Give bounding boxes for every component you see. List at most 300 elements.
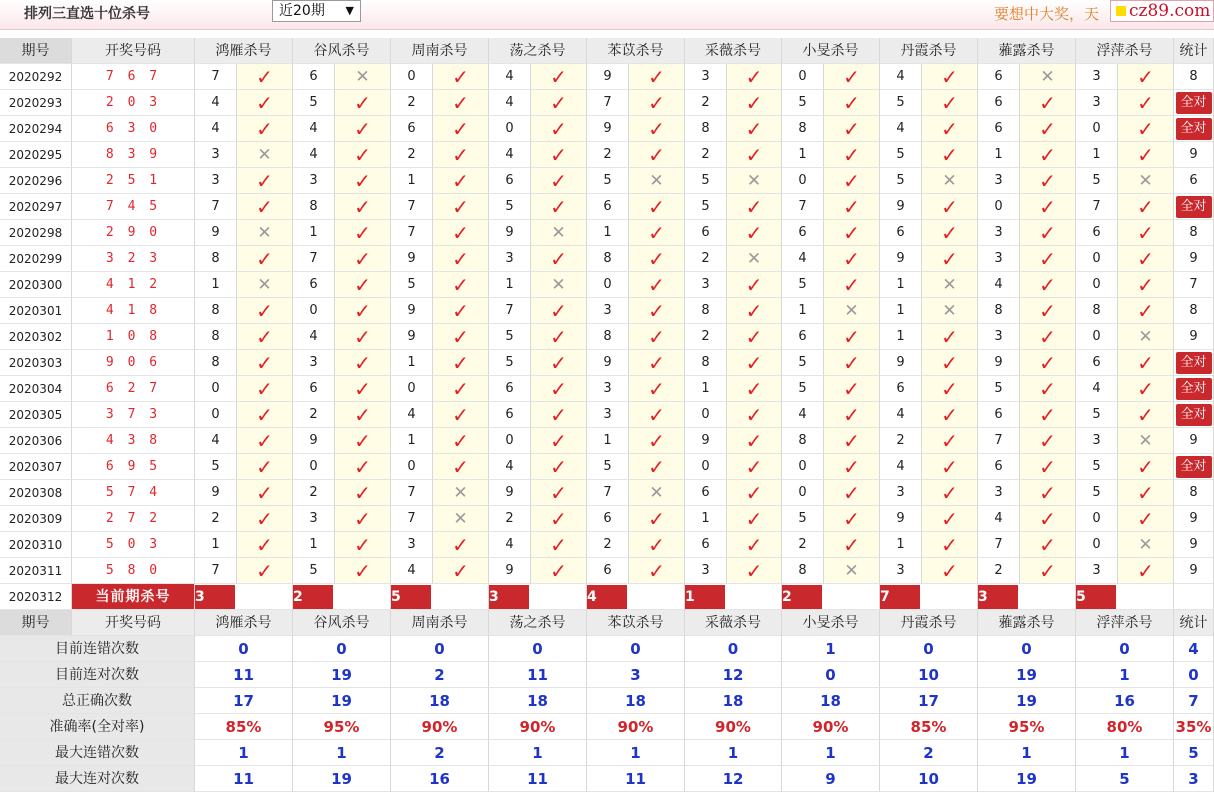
draw-numbers: 1 0 8: [72, 324, 195, 350]
kill-number: 6: [685, 480, 727, 506]
check-icon: ✓: [727, 506, 782, 532]
check-icon: ✓: [727, 90, 782, 116]
kill-number: 9: [391, 246, 433, 272]
check-icon: ✓: [531, 298, 587, 324]
kill-number: 4: [489, 454, 531, 480]
issue-number: 2020296: [0, 168, 72, 194]
check-icon: ✓: [531, 506, 587, 532]
kill-number: 0: [1076, 272, 1118, 298]
stats-value: 17: [195, 688, 293, 714]
kill-number: 3: [978, 220, 1020, 246]
stats-value: 18: [391, 688, 489, 714]
current-period-row: [0, 584, 1214, 610]
kill-number: 1: [1076, 142, 1118, 168]
slogan-text[interactable]: 要想中大奖，天: [994, 5, 1100, 23]
kill-number: 4: [880, 64, 922, 90]
row-stat: 9: [1174, 506, 1214, 532]
header-method: 苯苡杀号: [587, 38, 685, 64]
check-icon: ✓: [335, 480, 391, 506]
kill-number: 3: [293, 350, 335, 376]
stats-value: 19: [978, 766, 1076, 792]
kill-number: 6: [293, 376, 335, 402]
row-stat: 9: [1174, 324, 1214, 350]
kill-number: 7: [489, 298, 531, 324]
check-icon: ✓: [433, 116, 489, 142]
check-icon: ✓: [433, 272, 489, 298]
issue-number: 2020310: [0, 532, 72, 558]
kill-number: 3: [978, 480, 1020, 506]
table-row: [0, 376, 1214, 402]
check-icon: ✓: [237, 558, 293, 584]
table-row: [0, 480, 1214, 506]
check-icon: ✓: [433, 142, 489, 168]
kill-number: 3: [1076, 90, 1118, 116]
check-icon: ✓: [335, 246, 391, 272]
check-icon: ✓: [335, 558, 391, 584]
check-icon: ✓: [433, 90, 489, 116]
check-icon: ✓: [824, 428, 880, 454]
current-kill-number: 3: [978, 585, 1018, 609]
check-icon: ✓: [629, 532, 685, 558]
check-icon: ✓: [1020, 350, 1076, 376]
current-kill-label: 当前期杀号: [72, 584, 195, 610]
check-icon: ✓: [1020, 558, 1076, 584]
current-kill-number: 4: [587, 585, 627, 609]
issue-number: 2020306: [0, 428, 72, 454]
check-icon: ✓: [727, 428, 782, 454]
current-kill-number: 2: [782, 585, 822, 609]
table-row: [0, 116, 1214, 142]
stats-row: [0, 740, 1214, 766]
kill-number: 6: [978, 90, 1020, 116]
issue-number: 2020305: [0, 402, 72, 428]
header-draw: 开奖号码: [72, 38, 195, 64]
draw-numbers: 6 9 5: [72, 454, 195, 480]
check-icon: ✓: [1118, 376, 1174, 402]
kill-number: 5: [489, 350, 531, 376]
check-icon: ✓: [1118, 142, 1174, 168]
current-kill-cell: [685, 584, 782, 610]
current-kill-number: 2: [293, 585, 333, 609]
draw-numbers: 6 2 7: [72, 376, 195, 402]
kill-number: 0: [391, 64, 433, 90]
table-row: [0, 298, 1214, 324]
stats-value: 1: [587, 740, 685, 766]
check-icon: ✓: [727, 194, 782, 220]
row-stat: 9: [1174, 246, 1214, 272]
kill-number: 3: [880, 480, 922, 506]
cross-icon: ✕: [1118, 324, 1174, 350]
kill-number: 7: [978, 428, 1020, 454]
check-icon: ✓: [629, 506, 685, 532]
stats-value: 2: [880, 740, 978, 766]
kill-number: 4: [1076, 376, 1118, 402]
header-method: 周南杀号: [391, 38, 489, 64]
table-row: [0, 454, 1214, 480]
kill-number: 4: [489, 90, 531, 116]
row-stat: [1174, 90, 1214, 116]
kill-number: 5: [1076, 402, 1118, 428]
kill-number: 5: [880, 90, 922, 116]
check-icon: ✓: [824, 246, 880, 272]
issue-number: 2020303: [0, 350, 72, 376]
check-icon: ✓: [629, 376, 685, 402]
check-icon: ✓: [922, 428, 978, 454]
kill-number: 8: [195, 324, 237, 350]
kill-number: 3: [685, 272, 727, 298]
kill-number: 7: [391, 220, 433, 246]
check-icon: ✓: [433, 246, 489, 272]
kill-number: 8: [195, 298, 237, 324]
kill-number: 7: [391, 506, 433, 532]
kill-number: 9: [880, 246, 922, 272]
table-row: [0, 324, 1214, 350]
check-icon: ✓: [629, 298, 685, 324]
check-icon: ✓: [433, 194, 489, 220]
draw-numbers: 5 8 0: [72, 558, 195, 584]
check-icon: ✓: [1118, 272, 1174, 298]
check-icon: ✓: [237, 168, 293, 194]
check-icon: ✓: [1020, 298, 1076, 324]
stats-value: 1: [1076, 740, 1174, 766]
check-icon: ✓: [1020, 90, 1076, 116]
kill-number: 3: [880, 558, 922, 584]
check-icon: ✓: [335, 220, 391, 246]
cross-icon: ✕: [1118, 428, 1174, 454]
check-icon: ✓: [824, 64, 880, 90]
draw-numbers: 6 3 0: [72, 116, 195, 142]
stats-value: 1: [782, 740, 880, 766]
check-icon: ✓: [531, 480, 587, 506]
issue-number: 2020298: [0, 220, 72, 246]
check-icon: ✓: [237, 350, 293, 376]
row-stat: 8: [1174, 64, 1214, 90]
check-icon: ✓: [335, 350, 391, 376]
check-icon: ✓: [237, 480, 293, 506]
cross-icon: ✕: [922, 168, 978, 194]
kill-number: 0: [587, 272, 629, 298]
kill-number: 8: [685, 116, 727, 142]
check-icon: ✓: [1020, 480, 1076, 506]
kill-number: 0: [782, 454, 824, 480]
row-stat: 8: [1174, 480, 1214, 506]
check-icon: ✓: [824, 90, 880, 116]
header-method: 采薇杀号: [685, 610, 782, 636]
stats-value: 18: [782, 688, 880, 714]
kill-number: 6: [489, 402, 531, 428]
kill-number: 4: [195, 90, 237, 116]
stats-value: 0: [1174, 662, 1214, 688]
draw-numbers: 9 0 6: [72, 350, 195, 376]
kill-number: 1: [391, 168, 433, 194]
kill-number: 4: [880, 116, 922, 142]
table-row: [0, 194, 1214, 220]
check-icon: ✓: [1020, 168, 1076, 194]
kill-number: 2: [293, 402, 335, 428]
kill-number: 6: [489, 376, 531, 402]
stats-value: 10: [880, 662, 978, 688]
stats-value: 18: [685, 688, 782, 714]
table-row: [0, 402, 1214, 428]
check-icon: ✓: [629, 142, 685, 168]
header-method: 丹霞杀号: [880, 38, 978, 64]
row-stat: [1174, 584, 1214, 610]
kill-number: 9: [880, 506, 922, 532]
kill-number: 3: [195, 168, 237, 194]
check-icon: ✓: [335, 324, 391, 350]
kill-number: 1: [195, 272, 237, 298]
kill-number: 4: [782, 402, 824, 428]
stats-row: [0, 662, 1214, 688]
check-icon: ✓: [531, 324, 587, 350]
kill-number: 5: [587, 454, 629, 480]
issue-number: 2020299: [0, 246, 72, 272]
check-icon: ✓: [727, 142, 782, 168]
kill-number: 6: [587, 558, 629, 584]
issue-number: 2020295: [0, 142, 72, 168]
check-icon: ✓: [922, 64, 978, 90]
cross-icon: ✕: [1118, 532, 1174, 558]
check-icon: ✓: [531, 90, 587, 116]
current-kill-cell: [391, 584, 489, 610]
row-stat: [1174, 194, 1214, 220]
kill-number: 0: [293, 454, 335, 480]
kill-number: 1: [685, 376, 727, 402]
stats-value: 0: [391, 636, 489, 662]
stats-value: 1: [782, 636, 880, 662]
check-icon: ✓: [824, 506, 880, 532]
check-icon: ✓: [433, 64, 489, 90]
check-icon: ✓: [824, 324, 880, 350]
table-row: [0, 558, 1214, 584]
table-row: [0, 90, 1214, 116]
check-icon: ✓: [433, 402, 489, 428]
check-icon: ✓: [1118, 350, 1174, 376]
kill-number: 0: [1076, 324, 1118, 350]
period-select-value: 近20期: [279, 3, 325, 19]
kill-number: 2: [685, 90, 727, 116]
kill-number: 6: [489, 168, 531, 194]
check-icon: ✓: [531, 116, 587, 142]
stats-value: 12: [685, 662, 782, 688]
stats-value: 85%: [195, 714, 293, 740]
stats-value: 0: [782, 662, 880, 688]
table-row: [0, 350, 1214, 376]
kill-number: 6: [685, 220, 727, 246]
row-stat: 9: [1174, 428, 1214, 454]
kill-number: 9: [880, 194, 922, 220]
kill-number: 4: [293, 116, 335, 142]
kill-number: 1: [587, 220, 629, 246]
check-icon: ✓: [335, 454, 391, 480]
check-icon: ✓: [1118, 558, 1174, 584]
check-icon: ✓: [335, 428, 391, 454]
check-icon: ✓: [1020, 324, 1076, 350]
kill-number: 0: [1076, 246, 1118, 272]
check-icon: ✓: [531, 142, 587, 168]
stats-value: 1: [293, 740, 391, 766]
kill-number: 3: [1076, 64, 1118, 90]
stats-label: 最大连错次数: [0, 740, 195, 766]
row-stat: [1174, 376, 1214, 402]
kill-number: 5: [489, 324, 531, 350]
check-icon: ✓: [335, 376, 391, 402]
row-stat: [1174, 402, 1214, 428]
stats-row: [0, 636, 1214, 662]
stats-value: 18: [587, 688, 685, 714]
stats-value: 11: [489, 766, 587, 792]
site-logo[interactable]: [1110, 0, 1214, 22]
kill-number: 6: [880, 220, 922, 246]
stats-row: [0, 714, 1214, 740]
kill-number: 8: [195, 246, 237, 272]
kill-number: 2: [489, 506, 531, 532]
kill-number: 2: [195, 506, 237, 532]
stats-value: 0: [489, 636, 587, 662]
check-icon: ✓: [824, 532, 880, 558]
check-icon: ✓: [629, 402, 685, 428]
current-kill-number: 5: [1076, 585, 1116, 609]
kill-number: 6: [978, 64, 1020, 90]
kill-number: 0: [1076, 506, 1118, 532]
kill-number: 2: [685, 324, 727, 350]
check-icon: ✓: [335, 532, 391, 558]
issue-number: 2020312: [0, 584, 72, 610]
kill-number: 4: [978, 272, 1020, 298]
stats-value: 1: [1076, 662, 1174, 688]
current-kill-cell: [293, 584, 391, 610]
stats-section: [0, 636, 1214, 792]
stats-value: 35%: [1174, 714, 1214, 740]
header-method: 丹霞杀号: [880, 610, 978, 636]
issue-number: 2020292: [0, 64, 72, 90]
kill-number: 2: [293, 480, 335, 506]
all-correct-badge: 全对: [1176, 92, 1212, 114]
current-kill-cell: [880, 584, 978, 610]
kill-number: 2: [391, 90, 433, 116]
kill-number: 1: [195, 532, 237, 558]
stats-value: 5: [1076, 766, 1174, 792]
stats-value: 0: [293, 636, 391, 662]
kill-number: 7: [195, 558, 237, 584]
issue-number: 2020302: [0, 324, 72, 350]
check-icon: ✓: [1020, 116, 1076, 142]
check-icon: ✓: [1020, 220, 1076, 246]
stats-value: 1: [978, 740, 1076, 766]
check-icon: ✓: [433, 220, 489, 246]
stats-value: 19: [293, 688, 391, 714]
kill-number: 0: [391, 376, 433, 402]
all-correct-badge: 全对: [1176, 378, 1212, 400]
header-draw: 开奖号码: [72, 610, 195, 636]
kill-number: 1: [391, 428, 433, 454]
kill-number: 5: [782, 90, 824, 116]
check-icon: ✓: [824, 454, 880, 480]
header-method: 谷风杀号: [293, 38, 391, 64]
check-icon: ✓: [1020, 246, 1076, 272]
stats-value: 85%: [880, 714, 978, 740]
draw-numbers: 3 2 3: [72, 246, 195, 272]
check-icon: ✓: [335, 194, 391, 220]
kill-number: 8: [782, 558, 824, 584]
check-icon: ✓: [922, 90, 978, 116]
stats-value: 19: [978, 662, 1076, 688]
kill-number: 9: [587, 64, 629, 90]
stats-value: 11: [587, 766, 685, 792]
check-icon: ✓: [1020, 142, 1076, 168]
kill-number: 4: [195, 116, 237, 142]
current-kill-number: 3: [489, 585, 529, 609]
kill-number: 5: [489, 194, 531, 220]
stats-label: 目前连对次数: [0, 662, 195, 688]
kill-number: 5: [293, 90, 335, 116]
cross-icon: ✕: [237, 220, 293, 246]
check-icon: ✓: [727, 558, 782, 584]
check-icon: ✓: [922, 142, 978, 168]
kill-number: 0: [685, 454, 727, 480]
stats-value: 2: [391, 740, 489, 766]
kill-number: 1: [293, 220, 335, 246]
cross-icon: ✕: [824, 298, 880, 324]
check-icon: ✓: [433, 532, 489, 558]
check-icon: ✓: [727, 402, 782, 428]
check-icon: ✓: [1020, 428, 1076, 454]
draw-numbers: 5 0 3: [72, 532, 195, 558]
check-icon: ✓: [1020, 506, 1076, 532]
kill-number: 1: [293, 532, 335, 558]
check-icon: ✓: [531, 246, 587, 272]
kill-number: 8: [978, 298, 1020, 324]
header-method: 苯苡杀号: [587, 610, 685, 636]
all-correct-badge: 全对: [1176, 118, 1212, 140]
check-icon: ✓: [531, 350, 587, 376]
issue-number: 2020308: [0, 480, 72, 506]
period-select[interactable]: [272, 0, 361, 22]
kill-number: 9: [391, 298, 433, 324]
stats-value: 11: [195, 662, 293, 688]
stats-value: 0: [880, 636, 978, 662]
header-method: 谷风杀号: [293, 610, 391, 636]
header-method: 蕥露杀号: [978, 38, 1076, 64]
dropdown-arrow-icon[interactable]: ▼: [345, 4, 354, 17]
issue-number: 2020300: [0, 272, 72, 298]
check-icon: ✓: [922, 480, 978, 506]
kill-number: 9: [489, 220, 531, 246]
stats-value: 11: [195, 766, 293, 792]
kill-number: 3: [978, 324, 1020, 350]
draw-numbers: 7 4 5: [72, 194, 195, 220]
kill-number: 7: [782, 194, 824, 220]
kill-number: 8: [587, 324, 629, 350]
kill-number: 5: [782, 272, 824, 298]
check-icon: ✓: [531, 454, 587, 480]
check-icon: ✓: [629, 220, 685, 246]
check-icon: ✓: [237, 454, 293, 480]
table-row: [0, 532, 1214, 558]
stats-value: 90%: [685, 714, 782, 740]
kill-number: 3: [587, 298, 629, 324]
kill-number: 2: [978, 558, 1020, 584]
header-issue: 期号: [0, 610, 72, 636]
kill-number: 2: [685, 142, 727, 168]
top-bar: [0, 0, 1214, 30]
stats-value: 7: [1174, 688, 1214, 714]
kill-number: 3: [685, 558, 727, 584]
kill-number: 0: [391, 454, 433, 480]
row-stat: 8: [1174, 298, 1214, 324]
check-icon: ✓: [727, 272, 782, 298]
kill-number: 5: [782, 506, 824, 532]
